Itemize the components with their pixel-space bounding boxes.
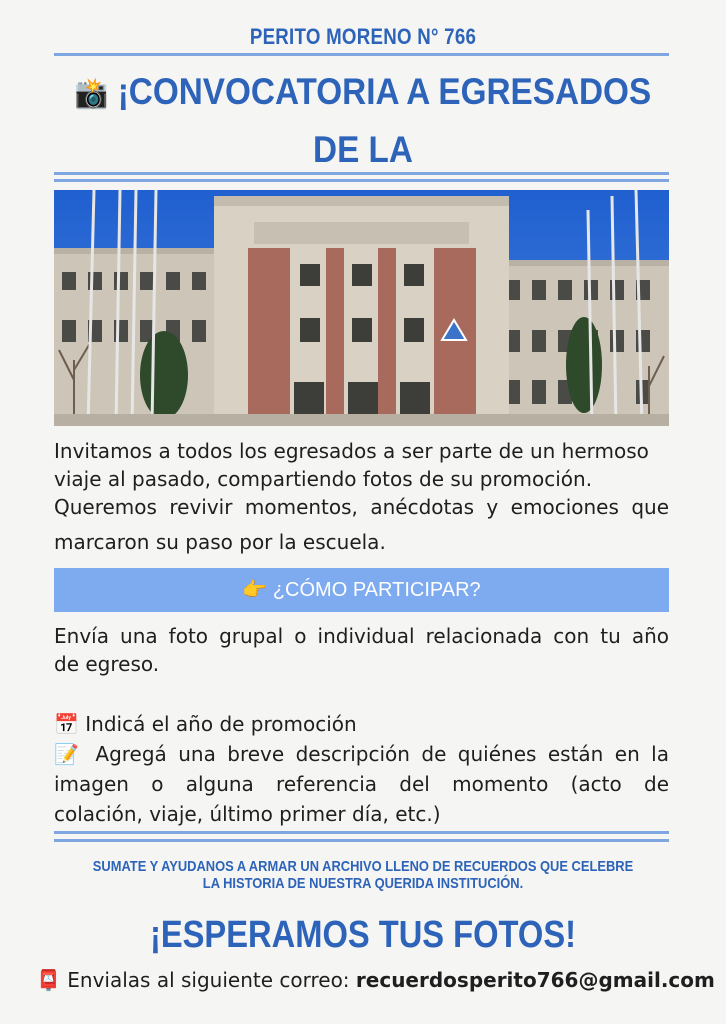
closing-message [85,858,641,892]
postbox-icon: 📮 [36,968,61,992]
email-address[interactable]: recuerdosperito766@gmail.com [355,968,715,992]
intro-paragraph-1 [54,437,669,493]
email-line [36,968,715,992]
title-line-1: ¡CONVOCATORIA A EGRESADOS DE LA [117,71,652,171]
step-line-1: Envía una foto grupal o individual relacionada con tu año [54,624,669,648]
item-promotion-year: Indicá el año de promoción [85,712,357,736]
divider [54,53,669,56]
call-to-action: ¡ESPERAMOS TUS FOTOS! [149,914,577,956]
how-to-participate-label: ¿CÓMO PARTICIPAR? [272,579,481,601]
intro-line-4: marcaron su paso por la escuela. [54,530,386,554]
step-line-2: de egreso. [54,652,160,676]
divider [54,831,669,834]
intro-line-1: Invitamos a todos los egresados a ser parte de un hermoso [54,439,649,463]
intro-line-3: Queremos revivir momentos, anécdotas y emociones que [54,495,669,519]
item-description-line-1: Agregá una breve descripción de quiénes están en la [95,742,669,766]
list-item [54,710,669,738]
pointing-hand-icon: 👉 [242,579,268,601]
item-description-line-3: colación, viaje, último primer día, etc.) [54,802,441,826]
how-to-participate-heading [54,568,669,612]
divider [54,172,669,175]
intro-line-2: viaje al pasado, compartiendo fotos de su promoción. [54,467,593,491]
camera-flash-icon: 📸 [74,77,109,111]
item-description-line-2: imagen o alguna referencia del momento (acto de [54,772,669,796]
closing-line-1: SUMATE Y AYUDANOS A ARMAR UN ARCHIVO LLENO DE RECUERDOS QUE CELEBRE [92,858,634,875]
school-name: PERITO MORENO N° 766 [249,24,477,49]
school-building-photo [54,190,669,426]
divider [54,179,669,182]
closing-line-2: LA HISTORIA DE NUESTRA QUERIDA INSTITUCIÓN. [202,875,524,892]
email-prefix: Envialas al siguiente correo: [67,968,350,992]
memo-icon: 📝 [54,742,84,766]
divider [54,839,669,842]
calendar-icon: 📅 [54,712,79,736]
